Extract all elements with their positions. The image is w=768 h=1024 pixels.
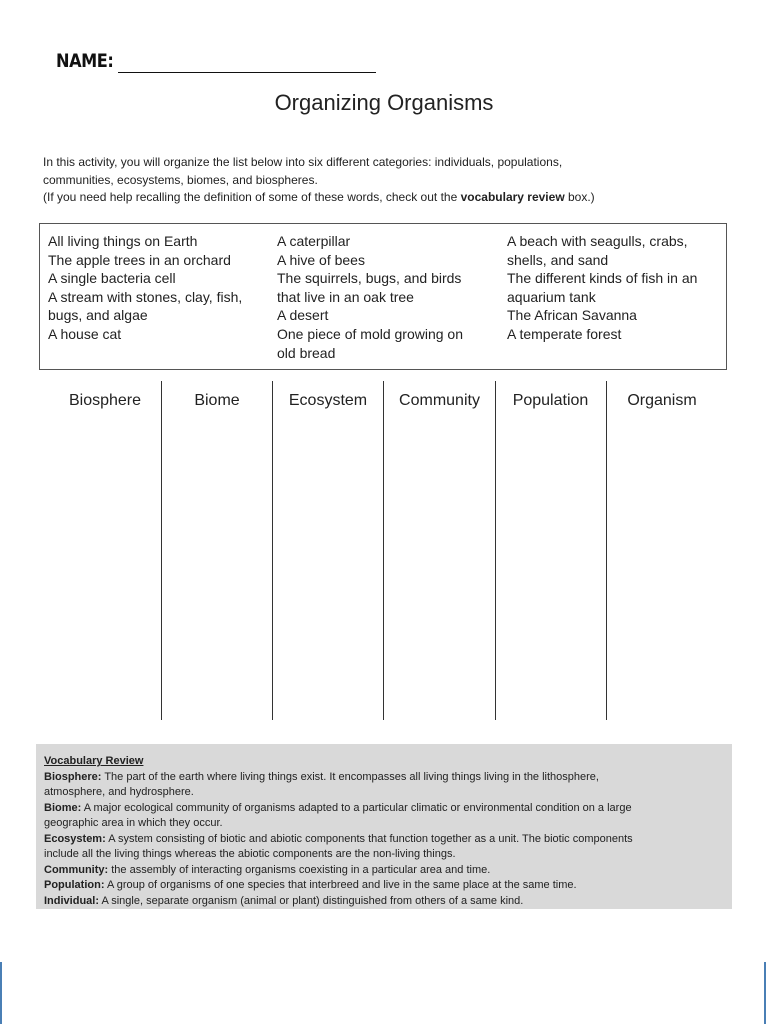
vocab-population [44,878,724,894]
list-item: The different kinds of fish in an [507,270,698,287]
list-item: A desert [277,307,329,324]
list-item: A house cat [48,325,122,342]
list-item: A stream with stones, clay, fish, [48,288,243,305]
category-header-biosphere: Biosphere [68,392,142,409]
page-title: Organizing Organisms [274,90,494,115]
vocab-biosphere-cont: atmosphere, and hydrosphere. [44,786,194,798]
vocab-definition: the assembly of interacting organisms coexisting in a particular area and time. [108,863,491,876]
list-item: that live in an oak tree [277,288,414,305]
intro-line-3-pre: (If you need help recalling the definition of some of these words, check out the [43,190,461,204]
vocab-biome [44,801,724,817]
vocab-heading: Vocabulary Review [44,755,144,767]
column-divider [606,381,607,720]
list-item: A caterpillar [277,233,351,249]
list-item: bugs, and algae [48,307,148,324]
name-blank-line[interactable] [118,72,376,73]
vocab-definition: A group of organisms of one species that interbreed and live in the same place at the same time. [104,879,577,891]
vocab-term: Population: [44,879,105,891]
list-item: shells, and sand [507,251,609,268]
vocab-term: Community: [44,863,109,876]
list-item: All living things on Earth [48,233,198,249]
list-item: A hive of bees [277,251,365,268]
intro-line-3 [43,189,733,207]
vocab-definition: A single, separate organism (animal or plant) distinguished from others of a same kind. [99,894,524,907]
vocab-definition: The part of the earth where living things exist. It encompasses all living things living in the lithosphere, [101,770,599,783]
vocabulary-review-box [36,744,732,909]
list-item: aquarium tank [507,288,596,305]
items-column-2 [277,232,492,362]
category-header-population: Population [512,392,589,409]
vocab-ecosystem-cont: include all the living things whereas the abiotic components are the non-living things. [44,848,456,860]
list-item: A beach with seagulls, crabs, [507,233,688,249]
intro-line-3-post: box.) [564,190,595,204]
vocab-term: Individual: [44,894,99,907]
items-column-3 [507,232,722,344]
intro-vocab-ref: vocabulary review [460,190,565,204]
vocab-definition: A major ecological community of organisms adapted to a particular climatic or environmental condition on a large [81,801,632,814]
category-header-biome: Biome [194,392,240,409]
list-item: The apple trees in an orchard [48,251,231,268]
list-item: A temperate forest [507,325,622,342]
vocab-biosphere [44,770,724,786]
column-divider [272,381,273,720]
page-edge-left [0,962,2,1024]
intro-text [43,154,733,207]
vocab-community [44,863,724,879]
list-item: One piece of mold growing on [277,325,463,342]
vocab-biome-cont: geographic area in which they occur. [44,817,223,829]
column-divider [161,381,162,720]
name-row [56,50,124,72]
column-divider [495,381,496,720]
vocab-term: Biome: [44,801,82,814]
list-item: The squirrels, bugs, and birds [277,270,462,287]
items-box [39,223,727,370]
intro-line-1: In this activity, you will organize the list below into six different categories: individuals, populations, [43,155,563,169]
column-divider [383,381,384,720]
list-item: old bread [277,344,336,361]
list-item: The African Savanna [507,307,637,324]
category-header-organism: Organism [627,392,697,409]
name-label: NAME: [56,50,114,72]
list-item: A single bacteria cell [48,270,176,287]
page-edge-right [764,962,766,1024]
intro-line-2: communities, ecosystems, biomes, and biospheres. [43,172,318,187]
vocab-term: Ecosystem: [44,832,106,845]
vocab-individual [44,894,724,910]
vocab-ecosystem [44,832,724,848]
vocab-definition: A system consisting of biotic and abiotic components that function together as a unit. The biotic components [105,832,633,845]
category-header-ecosystem: Ecosystem [288,392,368,409]
vocab-term: Biosphere: [44,770,102,783]
category-header-community: Community [399,392,480,409]
items-column-1 [48,232,268,344]
